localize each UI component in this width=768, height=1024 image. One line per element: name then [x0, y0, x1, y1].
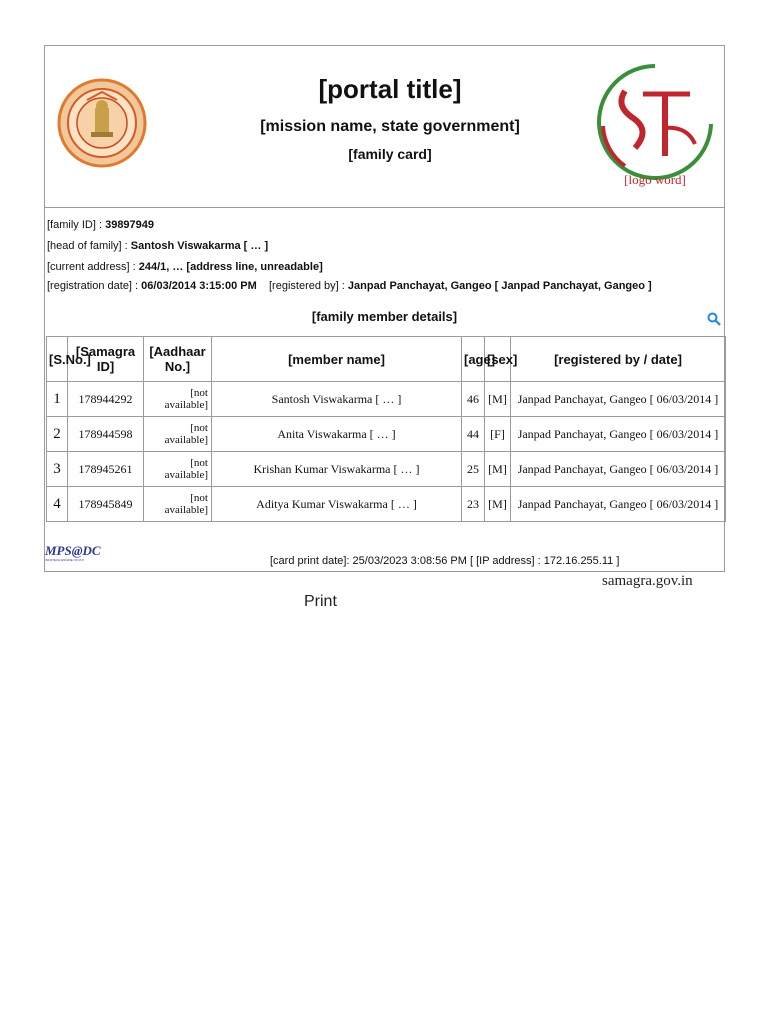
logo-word: [logo word] — [624, 172, 686, 187]
samagra-id-cell: 178945849 — [68, 487, 144, 522]
member-name-cell: Santosh Viswakarma [ … ] — [212, 382, 462, 417]
col-sex: [sex] — [485, 337, 511, 382]
age-cell: 46 — [462, 382, 485, 417]
registered-by-cell: Janpad Panchayat, Gangeo [ 06/03/2014 ] — [511, 417, 726, 452]
reg-by-label: [registered by] : — [269, 280, 345, 292]
sex-cell: [M] — [485, 382, 511, 417]
mpsedc-logo-text: MPS@DC — [45, 543, 101, 558]
member-name-cell: Anita Viswakarma [ … ] — [212, 417, 462, 452]
member-name-cell: Aditya Kumar Viswakarma [ … ] — [212, 487, 462, 522]
members-table — [46, 336, 726, 522]
col-aadhaar: [Aadhaar No.] — [144, 337, 212, 382]
address-label: [current address] : — [47, 261, 136, 273]
mpsedc-logo — [45, 543, 101, 568]
reg-date-label: [registration date] : — [47, 280, 139, 292]
portal-title: [portal title] — [318, 74, 462, 104]
mpsedc-tagline: INFOTECH ENGINE OF M.P. — [45, 558, 85, 562]
sex-cell: [M] — [485, 452, 511, 487]
serial-cell: 4 — [47, 487, 68, 522]
print-button[interactable]: Print — [304, 593, 337, 610]
reg-by-value: Janpad Panchayat, Gangeo [ Janpad Panchayat, Gangeo ] — [347, 280, 652, 292]
aadhaar-cell: [not available] — [144, 417, 212, 452]
serial-cell: 3 — [47, 452, 68, 487]
registered-by-cell: Janpad Panchayat, Gangeo [ 06/03/2014 ] — [511, 382, 726, 417]
aadhaar-cell: [not available] — [144, 452, 212, 487]
registration-line — [47, 280, 652, 292]
col-member-name: [member name] — [212, 337, 462, 382]
registered-by-cell: Janpad Panchayat, Gangeo [ 06/03/2014 ] — [511, 452, 726, 487]
sex-cell: [F] — [485, 417, 511, 452]
age-cell: 44 — [462, 417, 485, 452]
samagra-family-card — [44, 45, 725, 572]
family-id-value: 39897949 — [105, 219, 155, 231]
sex-cell: [M] — [485, 487, 511, 522]
age-cell: 25 — [462, 452, 485, 487]
address-line — [47, 261, 323, 273]
head-label: [head of family] : — [47, 240, 128, 252]
head-line — [47, 240, 268, 252]
aadhaar-cell: [not available] — [144, 382, 212, 417]
card-header — [45, 46, 724, 208]
samagra-id-cell: 178944292 — [68, 382, 144, 417]
head-name-value: Santosh Viswakarma [ … ] — [130, 240, 269, 252]
col-registered-by: [registered by / date] — [511, 337, 726, 382]
registered-by-cell: Janpad Panchayat, Gangeo [ 06/03/2014 ] — [511, 487, 726, 522]
table-row — [47, 487, 726, 522]
samagra-id-cell: 178944598 — [68, 417, 144, 452]
members-section-title: [family member details] — [311, 309, 458, 324]
family-id-line — [47, 219, 154, 231]
col-age: [age] — [462, 337, 485, 382]
mission-subtitle: [mission name, state government] — [260, 118, 520, 135]
reg-date-value: 06/03/2014 3:15:00 PM — [141, 280, 257, 292]
address-value: 244/1, … [address line, unreadable] — [138, 261, 323, 273]
family-id-label: [family ID] : — [47, 219, 103, 231]
samagra-logo-icon — [595, 56, 715, 191]
samagra-id-cell: 178945261 — [68, 452, 144, 487]
table-header-row — [47, 337, 726, 382]
age-cell: 23 — [462, 487, 485, 522]
col-serial: [S.No.] — [47, 337, 68, 382]
table-row — [47, 452, 726, 487]
search-icon[interactable] — [707, 312, 721, 326]
member-name-cell: Krishan Kumar Viswakarma [ … ] — [212, 452, 462, 487]
print-timestamp: [card print date]: 25/03/2023 3:08:56 PM [ [IP address] : 172.16.255.11 ] — [270, 555, 620, 567]
aadhaar-cell: [not available] — [144, 487, 212, 522]
serial-cell: 2 — [47, 417, 68, 452]
serial-cell: 1 — [47, 382, 68, 417]
site-url[interactable]: samagra.gov.in — [602, 573, 693, 589]
table-row — [47, 382, 726, 417]
card-name: [family card] — [348, 146, 432, 162]
table-row — [47, 417, 726, 452]
col-samagra-id: [Samagra ID] — [68, 337, 144, 382]
state-emblem-icon — [57, 78, 147, 168]
